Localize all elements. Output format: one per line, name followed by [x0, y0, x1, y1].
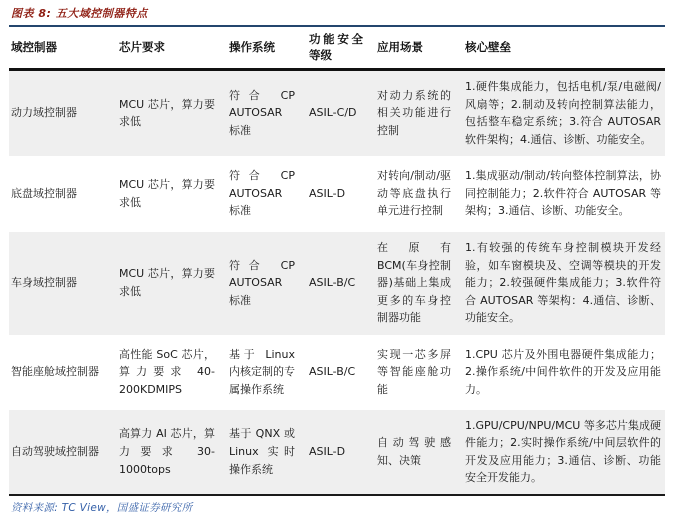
- cell-os: 符合 CP AUTOSAR 标准: [227, 70, 307, 156]
- cell-scenario: 实现一芯多屏等智能座舱功能: [377, 347, 451, 396]
- cell-asil: ASIL-D: [309, 186, 346, 200]
- cell-barrier: 1.集成驱动/制动/转向整体控制算法，协同控制能力；2.软件符合 AUTOSAR 等架构；3.通信、诊断、功能安全。: [465, 169, 661, 218]
- cell-barrier: 1.GPU/CPU/NPU/MCU 等多芯片集成硬件能力；2.实时操作系统/中间层软件的开发及应用能力；3.通信、诊断、功能安全开发能力。: [463, 410, 665, 495]
- cell-os: 基于 Linux 内核定制的专属操作系统: [229, 347, 295, 396]
- cell-controller: 动力域控制器: [9, 70, 117, 156]
- cell-scenario: 自动驾驶感知、决策: [375, 410, 463, 495]
- cell-os: 基于 QNX 或 Linux 实时操作系统: [227, 410, 307, 495]
- cell-barrier: 1.CPU 芯片及外围电器硬件集成能力；2.操作系统/中间件软件的开发及应用能力。: [465, 347, 661, 396]
- cell-chip: MCU 芯片，算力要求低: [119, 177, 215, 209]
- cell-asil: ASIL-B/C: [307, 232, 375, 335]
- col-header-chip: 芯片要求: [117, 27, 227, 70]
- cell-chip: MCU 芯片，算力要求低: [117, 232, 227, 335]
- cell-barrier: 1.有较强的传统车身控制模块开发经验，如车窗模块及、空调等模块的开发能力；2.较强硬件集成能力；3.软件符合 AUTOSAR 等架构：4.通信、诊断、功能安全。: [463, 232, 665, 335]
- table-header-row: [9, 27, 665, 70]
- cell-controller: 自动驾驶域控制器: [9, 410, 117, 495]
- cell-chip: 高算力 AI 芯片，算力要求 30-1000tops: [117, 410, 227, 495]
- cell-controller: 车身域控制器: [9, 232, 117, 335]
- cell-barrier: 1.硬件集成能力，包括电机/泵/电磁阀/风扇等；2.制动及转向控制算法能力，包括整车稳定系统；3.符合 AUTOSAR 软件架构；4.通信、诊断、功能安全。: [463, 70, 665, 156]
- cell-asil: ASIL-D: [307, 410, 375, 495]
- cell-os: 符合 CP AUTOSAR 标准: [229, 169, 295, 218]
- source-note: 资料来源: TC View，国盛证券研究所: [11, 501, 193, 514]
- table-row-cockpit-domain: [9, 335, 665, 410]
- col-header-barrier: 核心壁垒: [463, 27, 665, 70]
- cell-controller: 底盘域控制器: [11, 186, 77, 200]
- cell-os: 符合 CP AUTOSAR 标准: [227, 232, 307, 335]
- cell-scenario: 对转向/制动/驱动等底盘执行单元进行控制: [377, 169, 451, 218]
- cell-asil: ASIL-B/C: [309, 365, 356, 379]
- cell-scenario: 在原有 BCM(车身控制器)基础上集成更多的车身控制器功能: [375, 232, 463, 335]
- cell-scenario: 对动力系统的相关功能进行控制: [375, 70, 463, 156]
- table-row-power-domain: [9, 70, 665, 156]
- cell-chip: MCU 芯片，算力要求低: [117, 70, 227, 156]
- col-header-os: 操作系统: [227, 27, 307, 70]
- cell-controller: 智能座舱域控制器: [11, 365, 99, 379]
- col-header-safety-level: 功能安全等级: [307, 27, 375, 70]
- table-row-chassis-domain: [9, 156, 665, 232]
- table-row-body-domain: [9, 232, 665, 335]
- col-header-controller: 域控制器: [9, 27, 117, 70]
- cell-asil: ASIL-C/D: [307, 70, 375, 156]
- figure-title: 图表 8: 五大域控制器特点: [9, 3, 665, 27]
- col-header-scenario: 应用场景: [375, 27, 463, 70]
- domain-controller-table: [9, 27, 665, 496]
- cell-chip: 高性能 SoC 芯片，算力要求 40-200KDMIPS: [119, 347, 215, 396]
- table-row-autonomous-domain: [9, 410, 665, 495]
